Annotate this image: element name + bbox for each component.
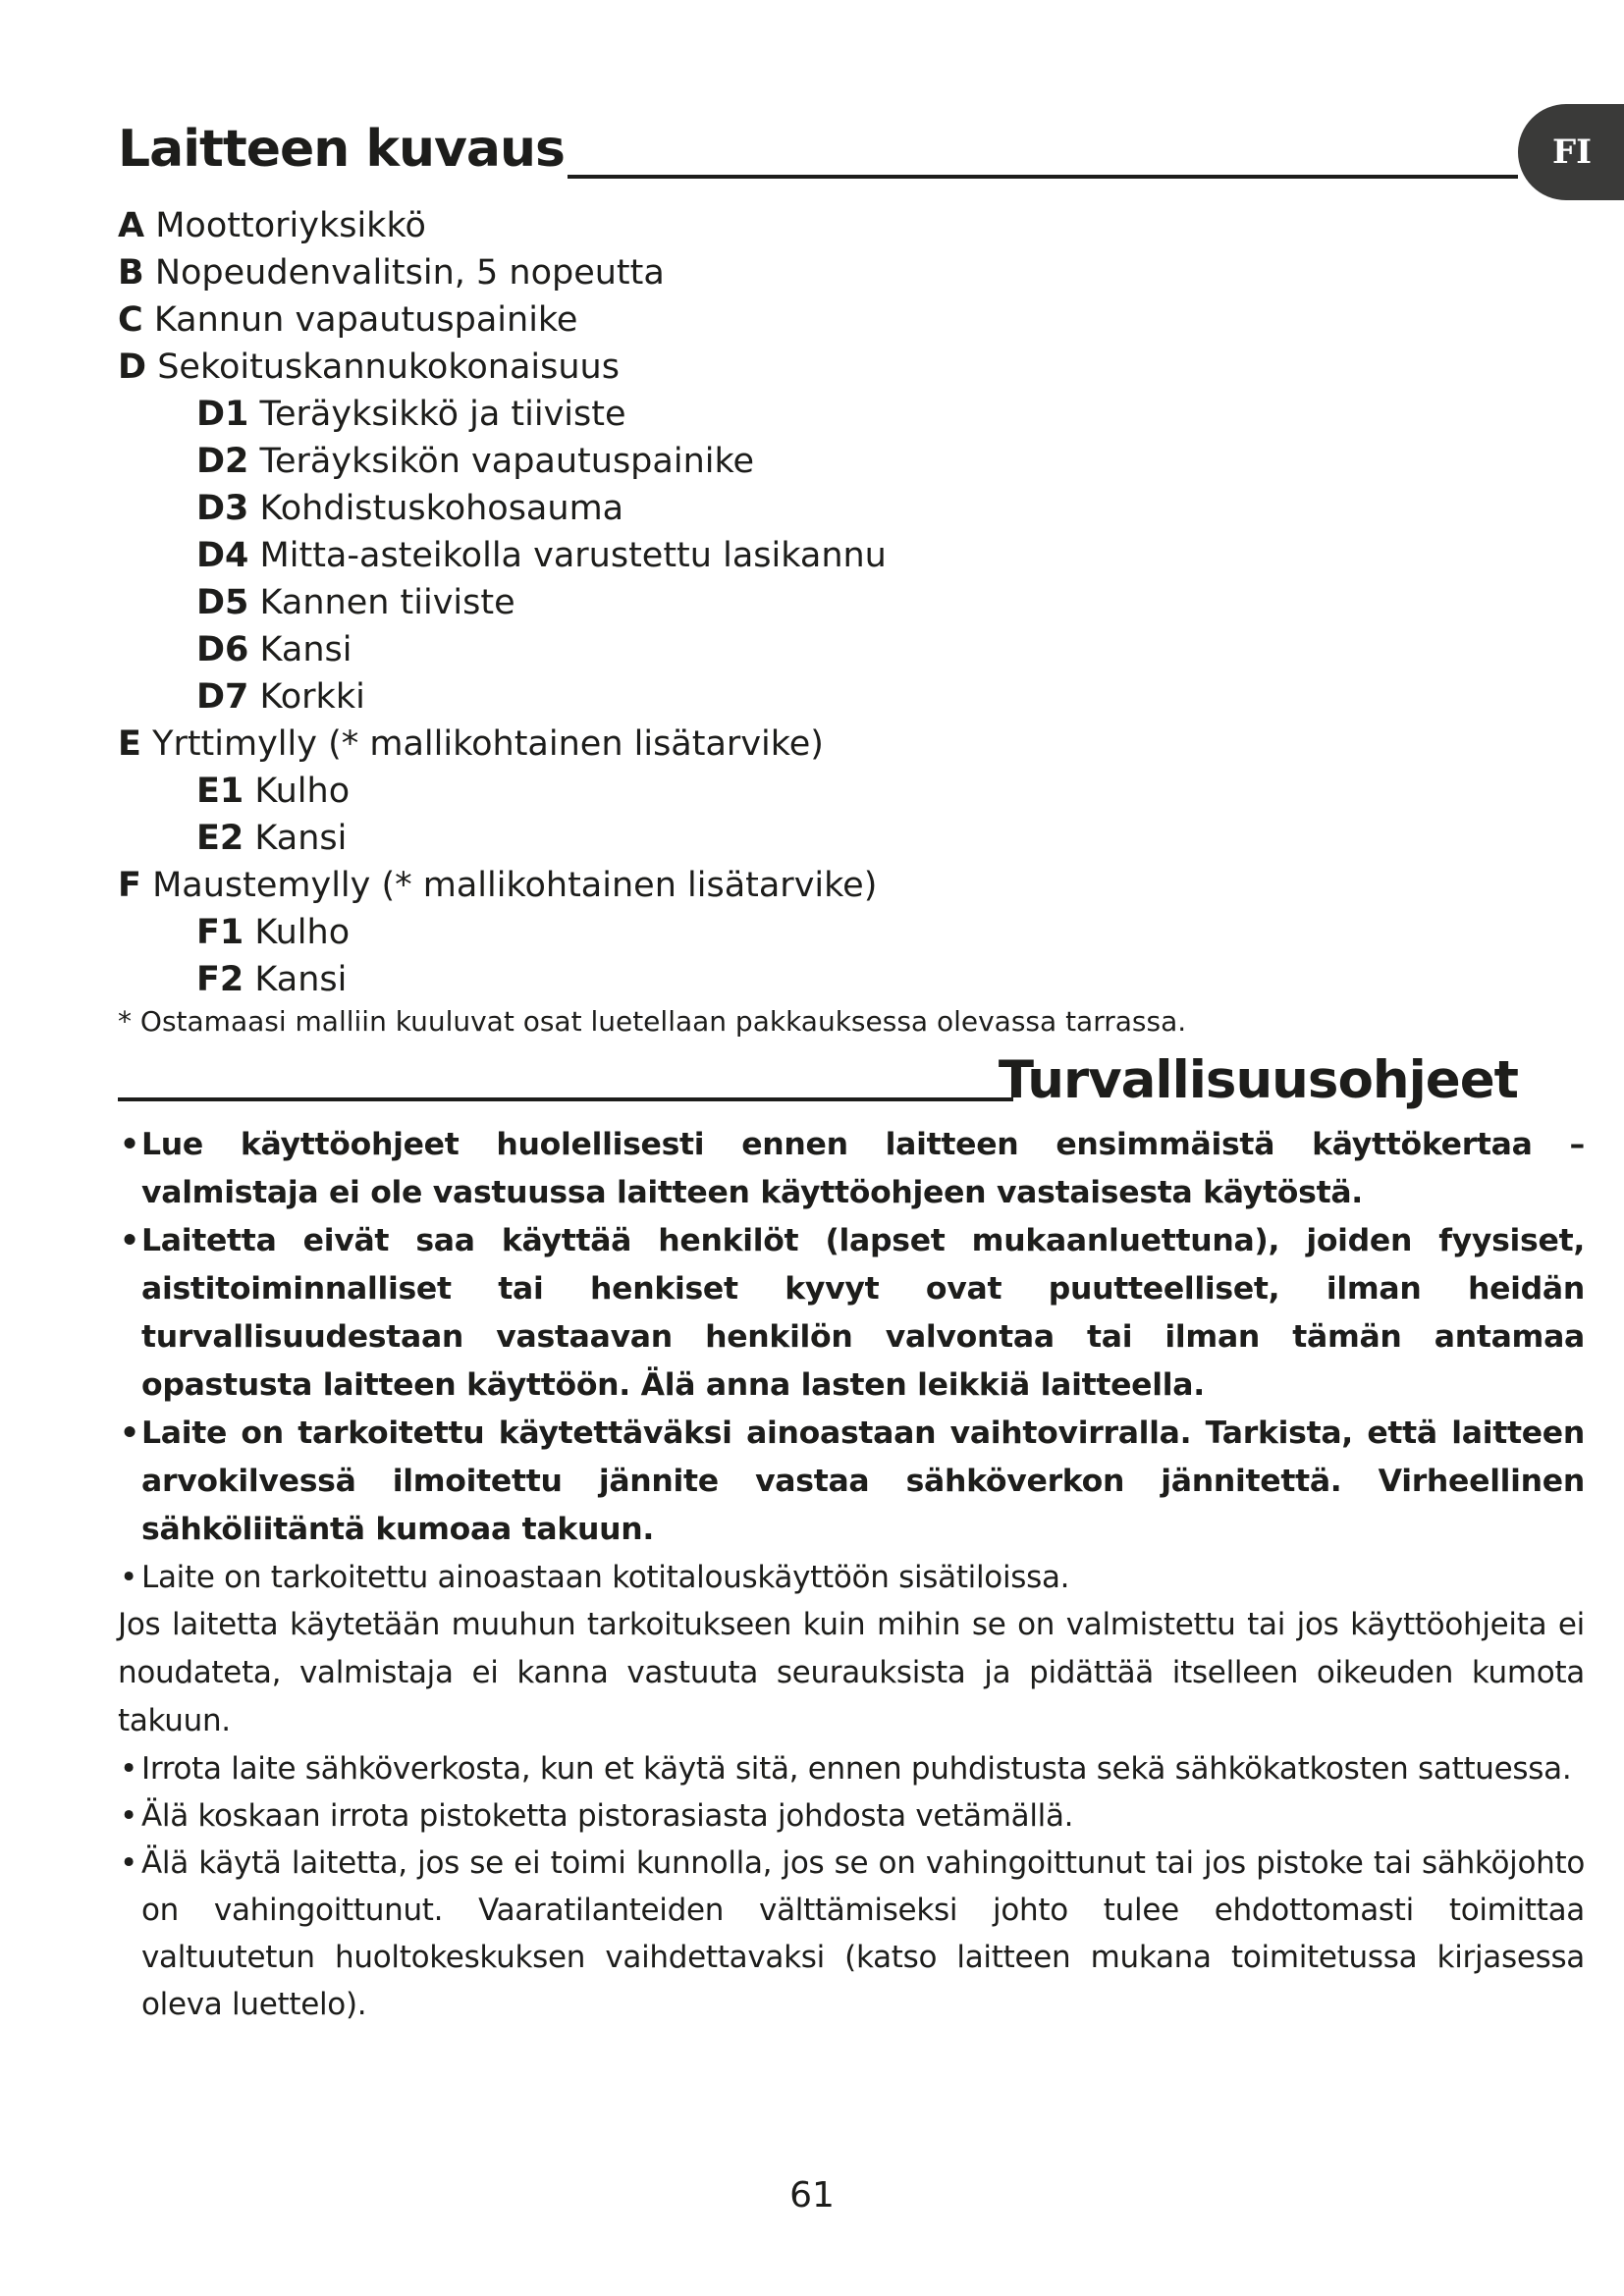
safety-text: Älä käytä laitetta, jos se ei toimi kunnolla, jos se on vahingoittunut tai jos pistoke tai sähköjohto on vahingoittunut. Vaaratilanteiden välttämiseksi johto tulee ehdottomasti toimittaa valtuutetun huoltokeskuksen vaihdettavaksi (katso laitteen mukana toimitetussa kirjasessa oleva luettelo). bbox=[141, 1845, 1585, 2022]
safety-text: Laitetta eivät saa käyttää henkilöt (lapset mukaanluettuna), joiden fyysiset, aistitoiminnalliset tai henkiset kyvyt ovat puutteelliset, ilman heidän turvallisuudestaan vastaavan henkilön valvontaa tai ilman tämän antamaa opastusta laitteen käyttöön. Älä anna lasten leikkiä laitteella. bbox=[141, 1223, 1585, 1403]
part-code: F1 bbox=[196, 913, 244, 952]
safety-title-rule bbox=[118, 1097, 1013, 1101]
part-label: Kansi bbox=[254, 960, 348, 999]
list-item bbox=[118, 438, 1394, 485]
list-item bbox=[118, 344, 1394, 391]
part-label: Kansi bbox=[254, 819, 348, 858]
safety-text: Laite on tarkoitettu ainoastaan kotitalouskäyttöön sisätiloissa. bbox=[141, 1560, 1070, 1595]
section-header-device bbox=[118, 120, 1518, 188]
safety-text: Laite on tarkoitettu käytettäväksi ainoastaan vaihtovirralla. Tarkista, että laitteen arvokilvessä ilmoitettu jännite vastaa sähköverkon jännitettä. Virheellinen sähköliitäntä kumoaa takuun. bbox=[141, 1415, 1585, 1547]
page-title: Laitteen kuvaus bbox=[118, 120, 565, 179]
list-item bbox=[118, 202, 1394, 249]
list-item bbox=[118, 909, 1394, 956]
part-label: Kohdistuskohosauma bbox=[259, 489, 624, 528]
part-label: Mitta-asteikolla varustettu lasikannu bbox=[259, 536, 887, 575]
part-label: Kannun vapautuspainike bbox=[153, 300, 578, 340]
list-item bbox=[118, 249, 1394, 296]
bullet-icon: • bbox=[120, 1127, 139, 1162]
part-label: Nopeudenvalitsin, 5 nopeutta bbox=[154, 253, 665, 293]
bullet-icon: • bbox=[120, 1415, 139, 1451]
part-label: Korkki bbox=[259, 677, 365, 717]
list-item bbox=[118, 1554, 1585, 1601]
footnote: * Ostamaasi malliin kuuluvat osat luetellaan pakkauksessa olevassa tarrassa. bbox=[118, 1005, 1187, 1038]
list-item bbox=[118, 391, 1394, 438]
list-item bbox=[118, 579, 1394, 626]
part-label: Maustemylly (* mallikohtainen lisätarvike) bbox=[152, 866, 878, 905]
part-code: D5 bbox=[196, 583, 249, 622]
part-code: D4 bbox=[196, 536, 249, 575]
part-code: D bbox=[118, 347, 147, 387]
list-item bbox=[118, 721, 1394, 768]
part-code: D3 bbox=[196, 489, 249, 528]
list-item bbox=[118, 1745, 1585, 1792]
part-label: Teräyksikön vapautuspainike bbox=[259, 442, 755, 481]
paragraph: Jos laitetta käytetään muuhun tarkoitukseen kuin mihin se on valmistettu tai jos käyttöohjeita ei noudateta, valmistaja ei kanna vastuuta seurauksista ja pidättää itselleen oikeuden kumota takuun. bbox=[118, 1607, 1585, 1738]
part-code: E2 bbox=[196, 819, 244, 858]
list-item bbox=[118, 1217, 1585, 1410]
part-code: D2 bbox=[196, 442, 249, 481]
part-code: D7 bbox=[196, 677, 249, 717]
safety-list bbox=[118, 1121, 1585, 2028]
part-code: E bbox=[118, 724, 141, 764]
part-label: Kannen tiiviste bbox=[259, 583, 515, 622]
bullet-icon: • bbox=[120, 1223, 139, 1258]
part-code: C bbox=[118, 300, 143, 340]
part-label: Kulho bbox=[254, 913, 351, 952]
list-item bbox=[118, 296, 1394, 344]
part-label: Sekoituskannukokonaisuus bbox=[157, 347, 620, 387]
list-item bbox=[118, 485, 1394, 532]
page-number: 61 bbox=[789, 2175, 835, 2216]
part-code: D1 bbox=[196, 395, 249, 434]
part-label: Kulho bbox=[254, 772, 351, 811]
part-code: F2 bbox=[196, 960, 244, 999]
safety-text: Älä koskaan irrota pistoketta pistorasiasta johdosta vetämällä. bbox=[141, 1798, 1074, 1834]
list-item bbox=[118, 862, 1394, 909]
part-label: Moottoriyksikkö bbox=[155, 206, 426, 245]
part-code: B bbox=[118, 253, 144, 293]
part-code: D6 bbox=[196, 630, 249, 669]
title-rule bbox=[568, 175, 1518, 179]
safety-text: Irrota laite sähköverkosta, kun et käytä sitä, ennen puhdistusta sekä sähkökatkosten sattuessa. bbox=[141, 1751, 1572, 1787]
bullet-icon: • bbox=[120, 1845, 137, 1881]
list-item bbox=[118, 1410, 1585, 1554]
list-item bbox=[118, 626, 1394, 673]
parts-list bbox=[118, 202, 1394, 1003]
list-item bbox=[118, 815, 1394, 862]
bullet-icon: • bbox=[120, 1751, 137, 1787]
part-label: Yrttimylly (* mallikohtainen lisätarvike) bbox=[152, 724, 824, 764]
list-item bbox=[118, 956, 1394, 1003]
language-tab: FI bbox=[1518, 104, 1624, 200]
part-code: A bbox=[118, 206, 145, 245]
list-item bbox=[118, 1792, 1585, 1840]
part-label: Kansi bbox=[259, 630, 352, 669]
list-item bbox=[118, 673, 1394, 721]
bullet-icon: • bbox=[120, 1560, 137, 1595]
list-item bbox=[118, 532, 1394, 579]
list-item bbox=[118, 1840, 1585, 2028]
part-code: E1 bbox=[196, 772, 244, 811]
list-item bbox=[118, 1121, 1585, 1217]
safety-title: Turvallisuusohjeet bbox=[998, 1050, 1518, 1110]
part-label: Teräyksikkö ja tiiviste bbox=[259, 395, 626, 434]
bullet-icon: • bbox=[120, 1798, 137, 1834]
list-item bbox=[118, 768, 1394, 815]
safety-text: Lue käyttöohjeet huolellisesti ennen laitteen ensimmäistä käyttökertaa – valmistaja ei ole vastuussa laitteen käyttöohjeen vastaisesta käytöstä. bbox=[141, 1127, 1585, 1210]
part-code: F bbox=[118, 866, 141, 905]
